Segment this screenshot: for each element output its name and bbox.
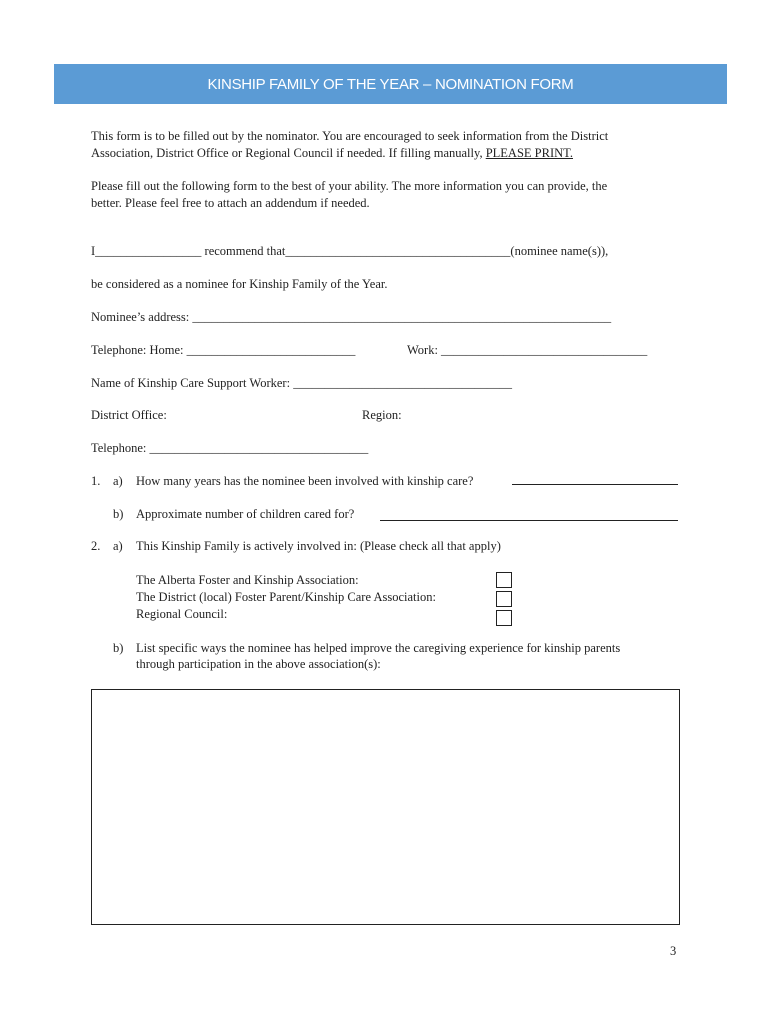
instructions-line-2: better. Please feel free to attach an addendum if needed. — [91, 196, 370, 210]
telephone-home-field[interactable]: Telephone: Home: ___________________________ — [91, 343, 356, 357]
question-1a-letter: a) — [113, 474, 123, 488]
support-worker-field[interactable]: Name of Kinship Care Support Worker: ___________________________________ — [91, 376, 512, 390]
intro-line-1: This form is to be filled out by the nominator. You are encouraged to seek information from the District — [91, 129, 609, 143]
question-2a-text: This Kinship Family is actively involved in: (Please check all that apply) — [136, 539, 501, 553]
nominee-address-field[interactable]: Nominee’s address: ___________________________________________________________________ — [91, 310, 612, 324]
telephone-work-field[interactable]: Work: _________________________________ — [407, 343, 648, 357]
nominee-considered-text: be considered as a nominee for Kinship Family of the Year. — [91, 277, 388, 291]
instructions-line-1: Please fill out the following form to the best of your ability. The more information you can provide, the — [91, 179, 608, 193]
question-1b-text: Approximate number of children cared for? — [136, 507, 355, 521]
checkbox-alberta-association[interactable] — [496, 572, 512, 588]
question-2-number: 2. — [91, 539, 101, 553]
question-1b-answer-line[interactable] — [380, 520, 678, 521]
question-1-number: 1. — [91, 474, 101, 488]
district-office-label: District Office: — [91, 408, 167, 422]
question-1a-answer-line[interactable] — [512, 484, 678, 485]
checkbox-district-association[interactable] — [496, 591, 512, 607]
question-2b-letter: b) — [113, 641, 124, 655]
option-alberta-association: The Alberta Foster and Kinship Association: — [136, 573, 359, 587]
question-1b-letter: b) — [113, 507, 124, 521]
question-2b-text-line-1: List specific ways the nominee has helped improve the caregiving experience for kinship parents — [136, 641, 621, 655]
option-district-association: The District (local) Foster Parent/Kinship Care Association: — [136, 590, 436, 604]
question-1a-text: How many years has the nominee been involved with kinship care? — [136, 474, 474, 488]
question-2a-letter: a) — [113, 539, 123, 553]
please-print-note: PLEASE PRINT. — [485, 146, 573, 160]
option-regional-council: Regional Council: — [136, 607, 228, 621]
question-2b-text-line-2: through participation in the above association(s): — [136, 657, 381, 671]
telephone-field[interactable]: Telephone: ___________________________________ — [91, 441, 369, 455]
form-title-banner — [54, 64, 727, 104]
question-2b-answer-box[interactable] — [91, 689, 680, 925]
intro-line-2 — [91, 145, 573, 162]
region-label: Region: — [362, 408, 402, 422]
intro-line-2-text: Association, District Office or Regional Council if needed. If filling manually, — [91, 146, 486, 160]
page-number: 3 — [670, 944, 677, 958]
form-title: KINSHIP FAMILY OF THE YEAR – NOMINATION FORM — [207, 75, 574, 93]
nominator-recommend-field[interactable]: I_________________ recommend that____________________________________(nominee name(s)), — [91, 244, 609, 258]
checkbox-regional-council[interactable] — [496, 610, 512, 626]
